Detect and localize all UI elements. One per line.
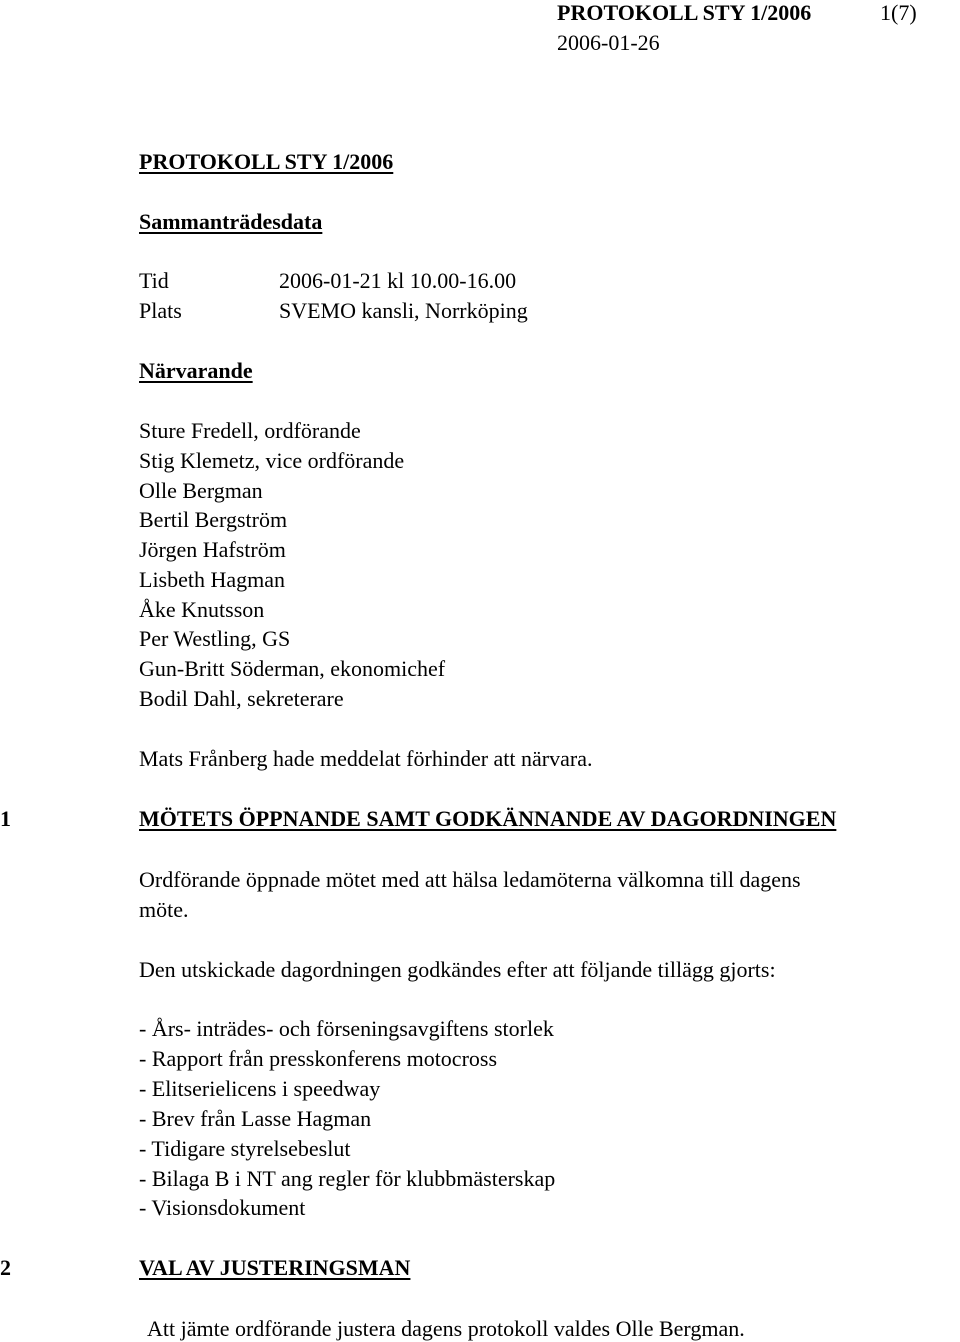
document-title: PROTOKOLL STY 1/2006: [139, 149, 394, 174]
section-2-title: VAL AV JUSTERINGSMAN: [139, 1255, 411, 1280]
section-1-agenda-paragraph: Den utskickade dagordningen godkändes efter att följande tillägg gjorts:: [139, 957, 776, 982]
section-1-title: MÖTETS ÖPPNANDE SAMT GODKÄNNANDE AV DAGORDNINGEN: [139, 806, 837, 831]
attendee-item: Olle Bergman: [139, 478, 263, 503]
attendee-item: Gun-Britt Söderman, ekonomichef: [139, 656, 446, 681]
absent-note: Mats Frånberg hade meddelat förhinder att närvara.: [139, 746, 593, 771]
section-1-number: 1: [0, 806, 11, 831]
attendee-item: Bodil Dahl, sekreterare: [139, 686, 344, 711]
time-label: Tid: [139, 268, 169, 293]
list-item: - Visionsdokument: [139, 1195, 306, 1220]
page-number: 1(7): [880, 0, 917, 25]
attendee-item: Jörgen Hafström: [139, 537, 286, 562]
attendee-item: Per Westling, GS: [139, 626, 291, 651]
time-value: 2006-01-21 kl 10.00-16.00: [279, 268, 517, 293]
header-title: PROTOKOLL STY 1/2006: [557, 0, 812, 25]
meeting-data-heading: Sammanträdesdata: [139, 209, 323, 234]
place-label: Plats: [139, 298, 182, 323]
list-item: - Brev från Lasse Hagman: [139, 1106, 372, 1131]
list-item: - Års- inträdes- och förseningsavgiftens storlek: [139, 1016, 554, 1041]
attendees-heading: Närvarande: [139, 358, 253, 383]
list-item: - Bilaga B i NT ang regler för klubbmästerskap: [139, 1166, 556, 1191]
place-value: SVEMO kansli, Norrköping: [279, 298, 528, 323]
section-1-paragraph-line: Ordförande öppnade mötet med att hälsa ledamöterna välkomna till dagens: [139, 867, 801, 892]
attendee-item: Bertil Bergström: [139, 507, 288, 532]
attendee-item: Stig Klemetz, vice ordförande: [139, 448, 405, 473]
attendee-item: Åke Knutsson: [139, 597, 265, 622]
list-item: - Elitserielicens i speedway: [139, 1076, 381, 1101]
attendee-item: Lisbeth Hagman: [139, 567, 286, 592]
header-date: 2006-01-26: [557, 30, 660, 55]
section-2-number: 2: [0, 1255, 11, 1280]
list-item: - Rapport från presskonferens motocross: [139, 1046, 498, 1071]
attendee-item: Sture Fredell, ordförande: [139, 418, 361, 443]
list-item: - Tidigare styrelsebeslut: [139, 1136, 351, 1161]
section-2-paragraph: Att jämte ordförande justera dagens protokoll valdes Olle Bergman.: [147, 1316, 745, 1341]
section-1-paragraph-line: möte.: [139, 897, 189, 922]
